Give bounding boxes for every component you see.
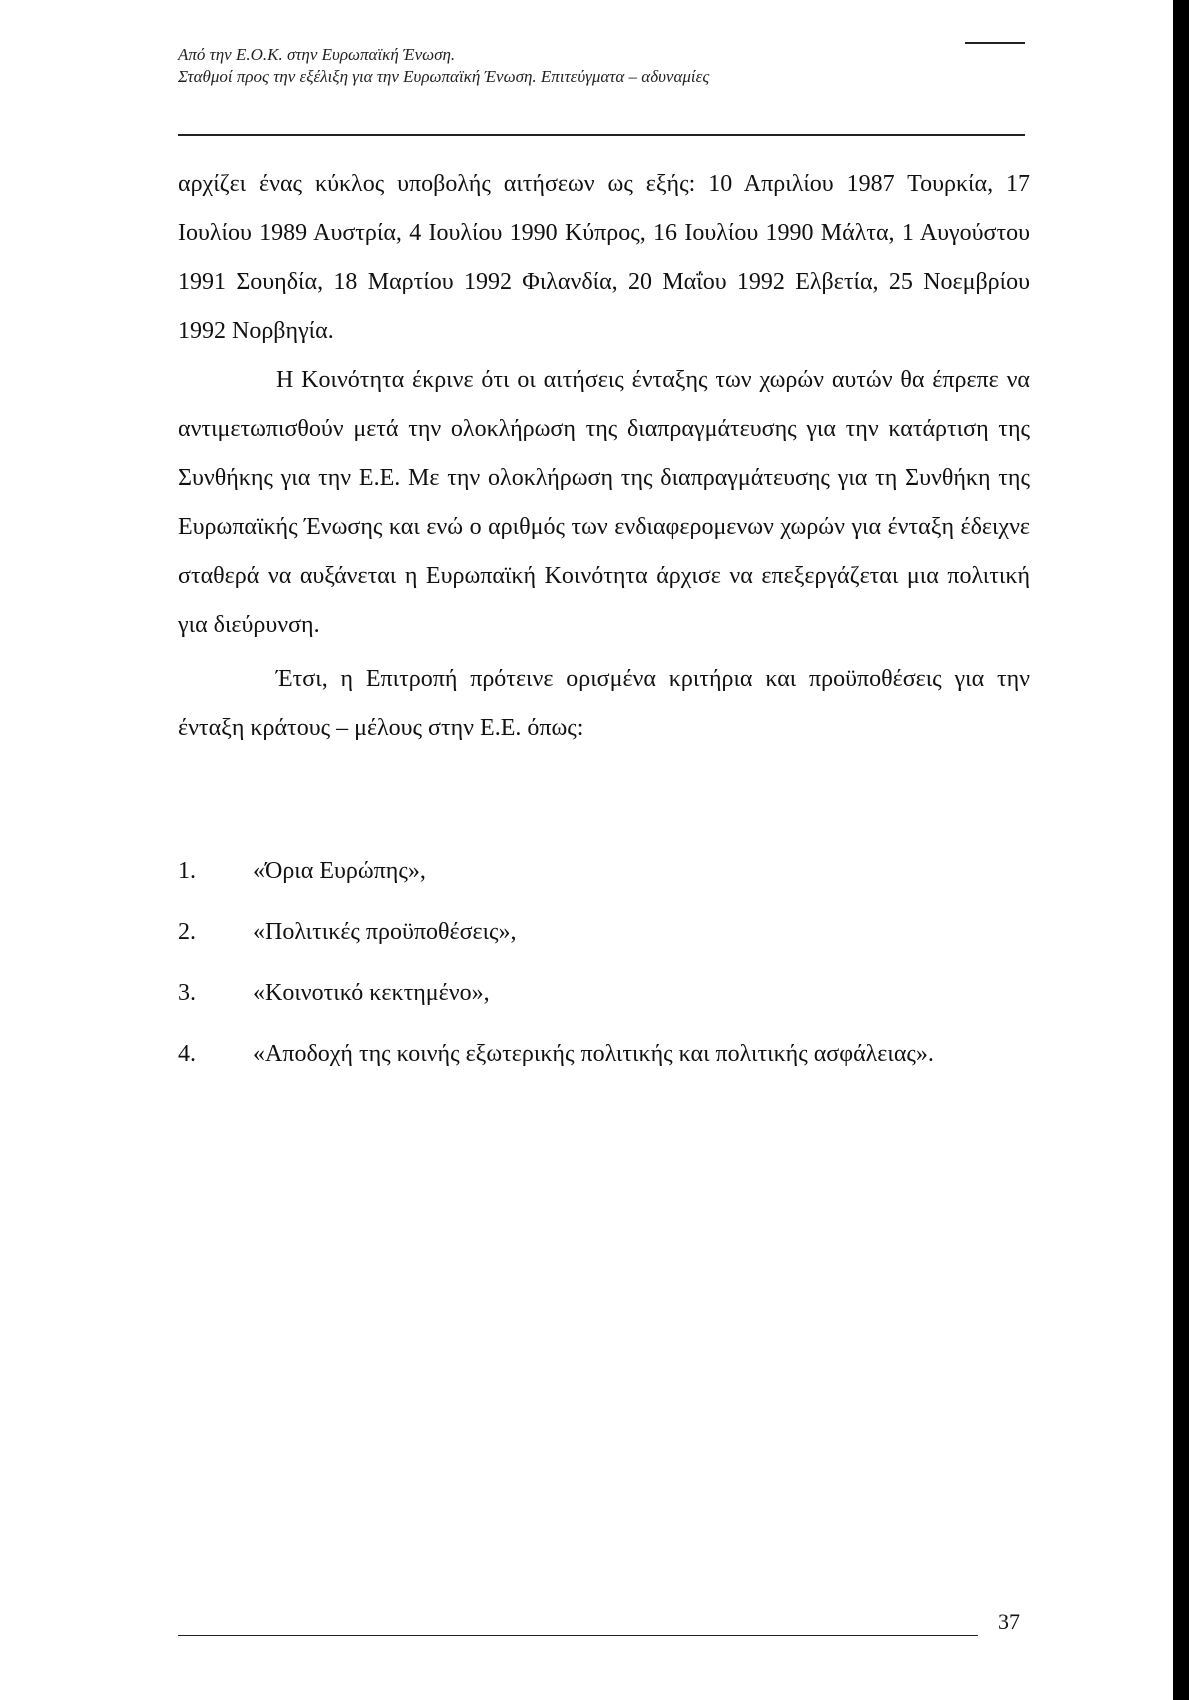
page-number: 37 xyxy=(998,1609,1020,1634)
list-item-number: 4. xyxy=(178,1041,196,1067)
list-item xyxy=(178,907,1030,957)
list-item-number: 1. xyxy=(178,858,196,884)
list-item-text: «Όρια Ευρώπης», xyxy=(253,858,426,884)
list-item xyxy=(178,968,1030,1018)
body-text xyxy=(178,160,1030,753)
header-rule-short xyxy=(965,42,1025,44)
list-item-text: «Πολιτικές προϋποθέσεις», xyxy=(253,919,517,945)
criteria-list xyxy=(178,846,1030,1079)
list-item xyxy=(178,1029,1030,1079)
footer-rule xyxy=(178,1635,978,1636)
running-header-line-2: Σταθμοί προς την εξέλιξη για την Ευρωπαϊκή Ένωση. Επιτεύγματα – αδυναμίες xyxy=(178,67,710,86)
list-item-text: «Κοινοτικό κεκτημένο», xyxy=(253,980,490,1006)
paragraph-commission-criteria: Έτσι, η Επιτροπή πρότεινε ορισμένα κριτήρια και προϋποθέσεις για την ένταξη κράτους – μέλους στην Ε.Ε. όπως: xyxy=(178,666,1030,741)
running-header-line-1: Από την Ε.Ο.Κ. στην Ευρωπαϊκή Ένωση. xyxy=(178,45,456,64)
header-rule xyxy=(178,134,1025,136)
paragraph-community-decision: Η Κοινότητα έκρινε ότι οι αιτήσεις ένταξης των χωρών αυτών θα έπρεπε να αντιμετωπισθούν μετά την ολοκλήρωση της διαπραγμάτευσης για την κατάρτιση της Συνθήκης για την Ε.Ε. Με την ολοκλήρωση της διαπραγμάτευσης για τη Συνθήκη της Ευρωπαϊκής Ένωσης και ενώ ο αριθμός των ενδιαφερομενων χωρών για ένταξη έδειχνε σταθερά να αυξάνεται η Ευρωπαϊκή Κοινότητα άρχισε να επεξεργάζεται μια πολιτική για διεύρυνση. xyxy=(178,367,1030,638)
running-header xyxy=(178,44,709,88)
paragraph-applications: αρχίζει ένας κύκλος υποβολής αιτήσεων ως εξής: 10 Απριλίου 1987 Τουρκία, 17 Ιουλίου 1989 Αυστρία, 4 Ιουλίου 1990 Κύπρος, 16 Ιουλίου 1990 Μάλτα, 1 Αυγούστου 1991 Σουηδία, 18 Μαρτίου 1992 Φιλανδία, 20 Μαΐου 1992 Ελβετία, 25 Νοεμβρίου 1992 Νορβηγία. xyxy=(178,171,1030,344)
list-item-number: 2. xyxy=(178,919,196,945)
list-item-text: «Αποδοχή της κοινής εξωτερικής πολιτικής και πολιτικής ασφάλειας». xyxy=(253,1041,934,1067)
list-item xyxy=(178,846,1030,896)
list-item-number: 3. xyxy=(178,980,196,1006)
